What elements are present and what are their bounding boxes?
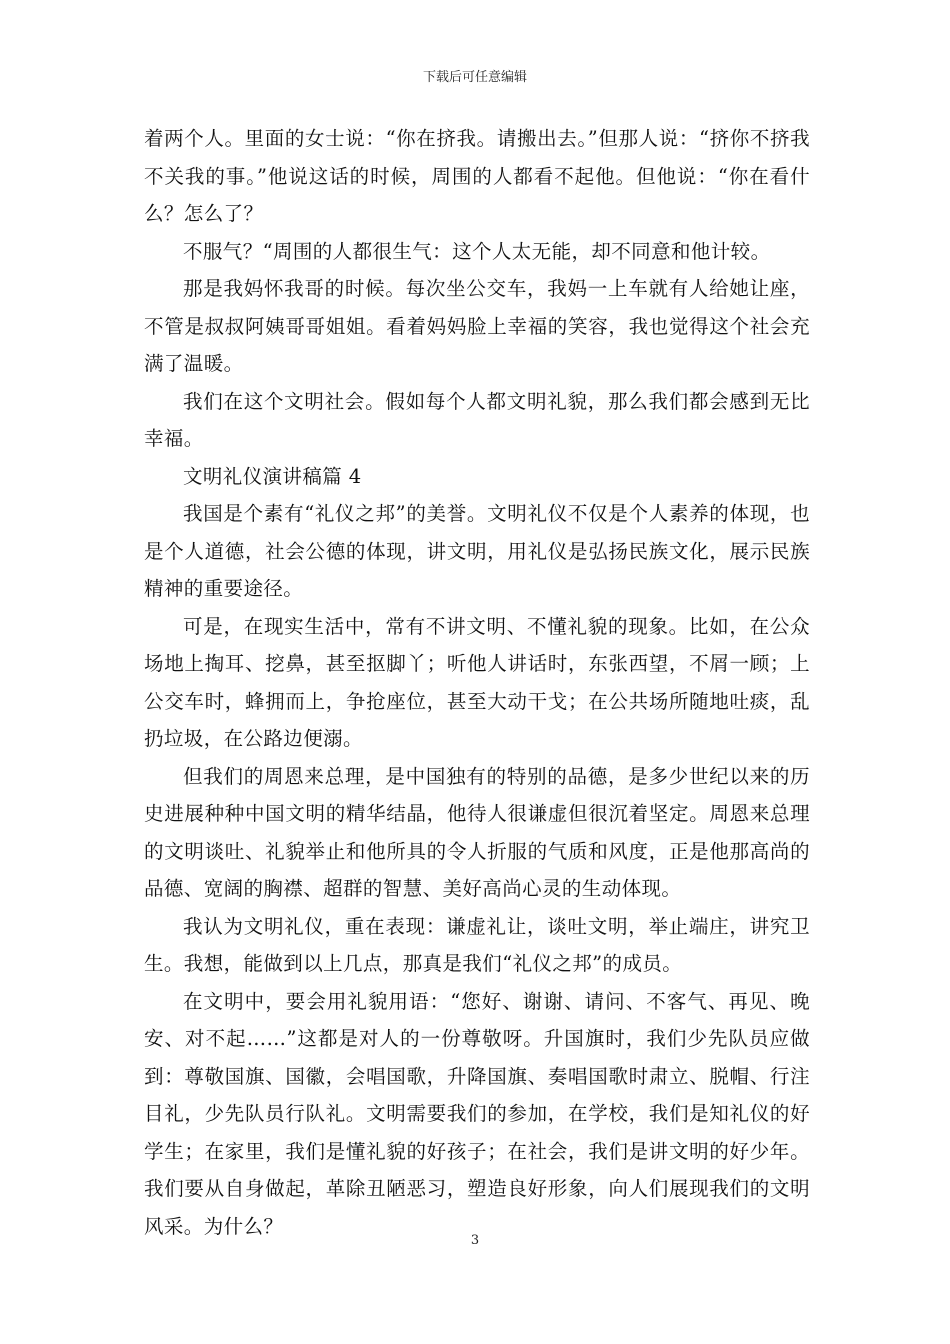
section-heading: 文明礼仪演讲稿篇 4 xyxy=(183,464,362,488)
paragraph: 我认为文明礼仪，重在表现：谦虚礼让，谈吐文明，举止端庄，讲究卫生。我想，能做到以上几点，那真是我们“礼仪之邦”的成员。 xyxy=(144,914,810,975)
paragraph: 我们在这个文明社会。假如每个人都文明礼貌，那么我们都会感到无比幸福。 xyxy=(144,389,810,450)
paragraph: 在文明中，要会用礼貌用语：“您好、谢谢、请问、不客气、再见、晚安、对不起……”这都是对人的一份尊敬呀。升国旗时，我们少先队员应做到：尊敬国旗、国徽，会唱国歌，升降国旗、奏唱国歌时肃立、脱帽、行注目礼，少先队员行队礼。文明需要我们的参加，在学校，我们是知礼仪的好学生；在家里，我们是懂礼貌的好孩子；在社会，我们是讲文明的好少年。我们要从自身做起，革除丑陋恶习，塑造良好形象，向人们展现我们的文明风采。为什么？ xyxy=(144,989,810,1238)
page-header: 下载后可任意编辑 xyxy=(422,70,527,85)
paragraph: 可是，在现实生活中，常有不讲文明、不懂礼貌的现象。比如，在公众场地上掏耳、挖鼻，甚至抠脚丫；听他人讲话时，东张西望，不屑一顾；上公交车时，蜂拥而上，争抢座位，甚至大动干戈；在公共场所随地吐痰，乱扔垃圾，在公路边便溺。 xyxy=(144,614,810,750)
paragraph: 但我们的周恩来总理，是中国独有的特别的品德，是多少世纪以来的历史进展种种中国文明的精华结晶，他待人很谦虚但很沉着坚定。周恩来总理的文明谈吐、礼貌举止和他所具的令人折服的气质和风度，正是他那高尚的品德、宽阔的胸襟、超群的智慧、美好高尚心灵的生动体现。 xyxy=(144,764,810,900)
paragraph-continuation: 着两个人。里面的女士说：“你在挤我。请搬出去。”但那人说：“挤你不挤我不关我的事。”他说这话的时候，周围的人都看不起他。但他说：“你在看什么？怎么了？ xyxy=(144,127,810,225)
paragraph: 那是我妈怀我哥的时候。每次坐公交车，我妈一上车就有人给她让座，不管是叔叔阿姨哥哥姐姐。看着妈妈脸上幸福的笑容，我也觉得这个社会充满了温暖。 xyxy=(144,277,810,375)
page-number: 3 xyxy=(470,1233,480,1248)
paragraph: 我国是个素有“礼仪之邦”的美誉。文明礼仪不仅是个人素养的体现，也是个人道德，社会公德的体现，讲文明，用礼仪是弘扬民族文化，展示民族精神的重要途径。 xyxy=(144,502,810,600)
paragraph: 不服气？“周围的人都很生气：这个人太无能，却不同意和他计较。 xyxy=(183,239,771,263)
document-body xyxy=(144,120,810,1245)
